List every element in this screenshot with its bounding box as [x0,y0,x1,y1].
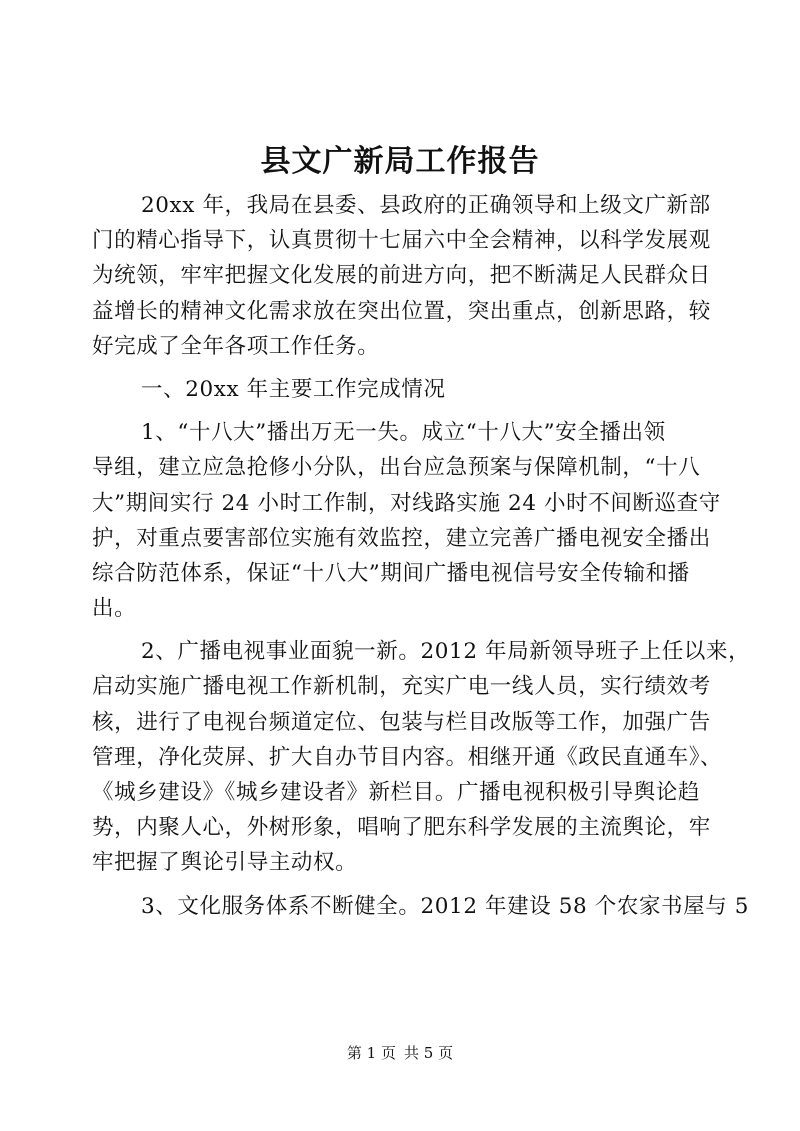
section-heading: 一、20xx 年主要工作完成情况 [141,376,446,402]
paragraph-4-line-7: 牢把握了舆论引导主动权。 [92,850,358,876]
paragraph-4-line-6: 势，内聚人心，外树形象，唱响了肥东科学发展的主流舆论，牢 [92,815,711,841]
paragraph-gap [92,626,722,634]
paragraph-gap [92,364,722,372]
paragraph-4-line-4: 管理，净化荧屏、扩大自办节目内容。相继开通《政民直通车》、 [92,744,723,770]
document-body [92,188,751,924]
paragraph-3-line-1: 1、“十八大”播出万无一失。成立“十八大”安全播出领 [141,420,666,446]
paragraph-3-line-6: 出。 [92,596,137,622]
paragraph-4-line-1: 2、广播电视事业面貌一新。2012 年局新领导班子上任以来， [141,639,751,665]
paragraph-5-line-1: 3、文化服务体系不断健全。2012 年建设 58 个农家书屋与 5 [141,893,750,919]
paragraph-gap [92,881,722,889]
paragraph-1-line-4: 益增长的精神文化需求放在突出位置，突出重点，创新思路，较 [92,298,711,324]
paragraph-4-line-5: 《城乡建设》《城乡建设者》新栏目。广播电视积极引导舆论趋 [92,780,701,805]
page-title: 县文广新局工作报告 [260,144,540,179]
paragraph-4-line-3: 核，进行了电视台频道定位、包装与栏目改版等工作，加强广告 [92,709,711,735]
paragraph-1-line-1: 20xx 年，我局在县委、县政府的正确领导和上级文广新部 [141,193,711,218]
page-number: 第 1 页 [346,1044,396,1062]
paragraph-3-line-2: 导组，建立应急抢修小分队，出台应急预案与保障机制，“十八 [92,455,701,481]
paragraph-1-line-3: 为统领，牢牢把握文化发展的前进方向，把不断满足人民群众日 [92,263,711,289]
page-footer [0,1043,800,1063]
paragraph-3-line-3: 大”期间实行 24 小时工作制，对线路实施 24 小时不间断巡查守 [92,490,721,516]
page-total: 共 5 页 [404,1044,454,1062]
paragraph-3-line-4: 护，对重点要害部位实施有效监控，建立完善广播电视安全播出 [92,525,711,551]
paragraph-1-line-2: 门的精心指导下，认真贯彻十七届六中全会精神，以科学发展观 [92,228,711,254]
paragraph-gap [92,407,722,415]
paragraph-1-line-5: 好完成了全年各项工作任务。 [92,333,380,359]
paragraph-4-line-2: 启动实施广播电视工作新机制，充实广电一线人员，实行绩效考 [92,674,711,700]
paragraph-3-line-5: 综合防范体系，保证“十八大”期间广播电视信号安全传输和播 [92,560,690,586]
